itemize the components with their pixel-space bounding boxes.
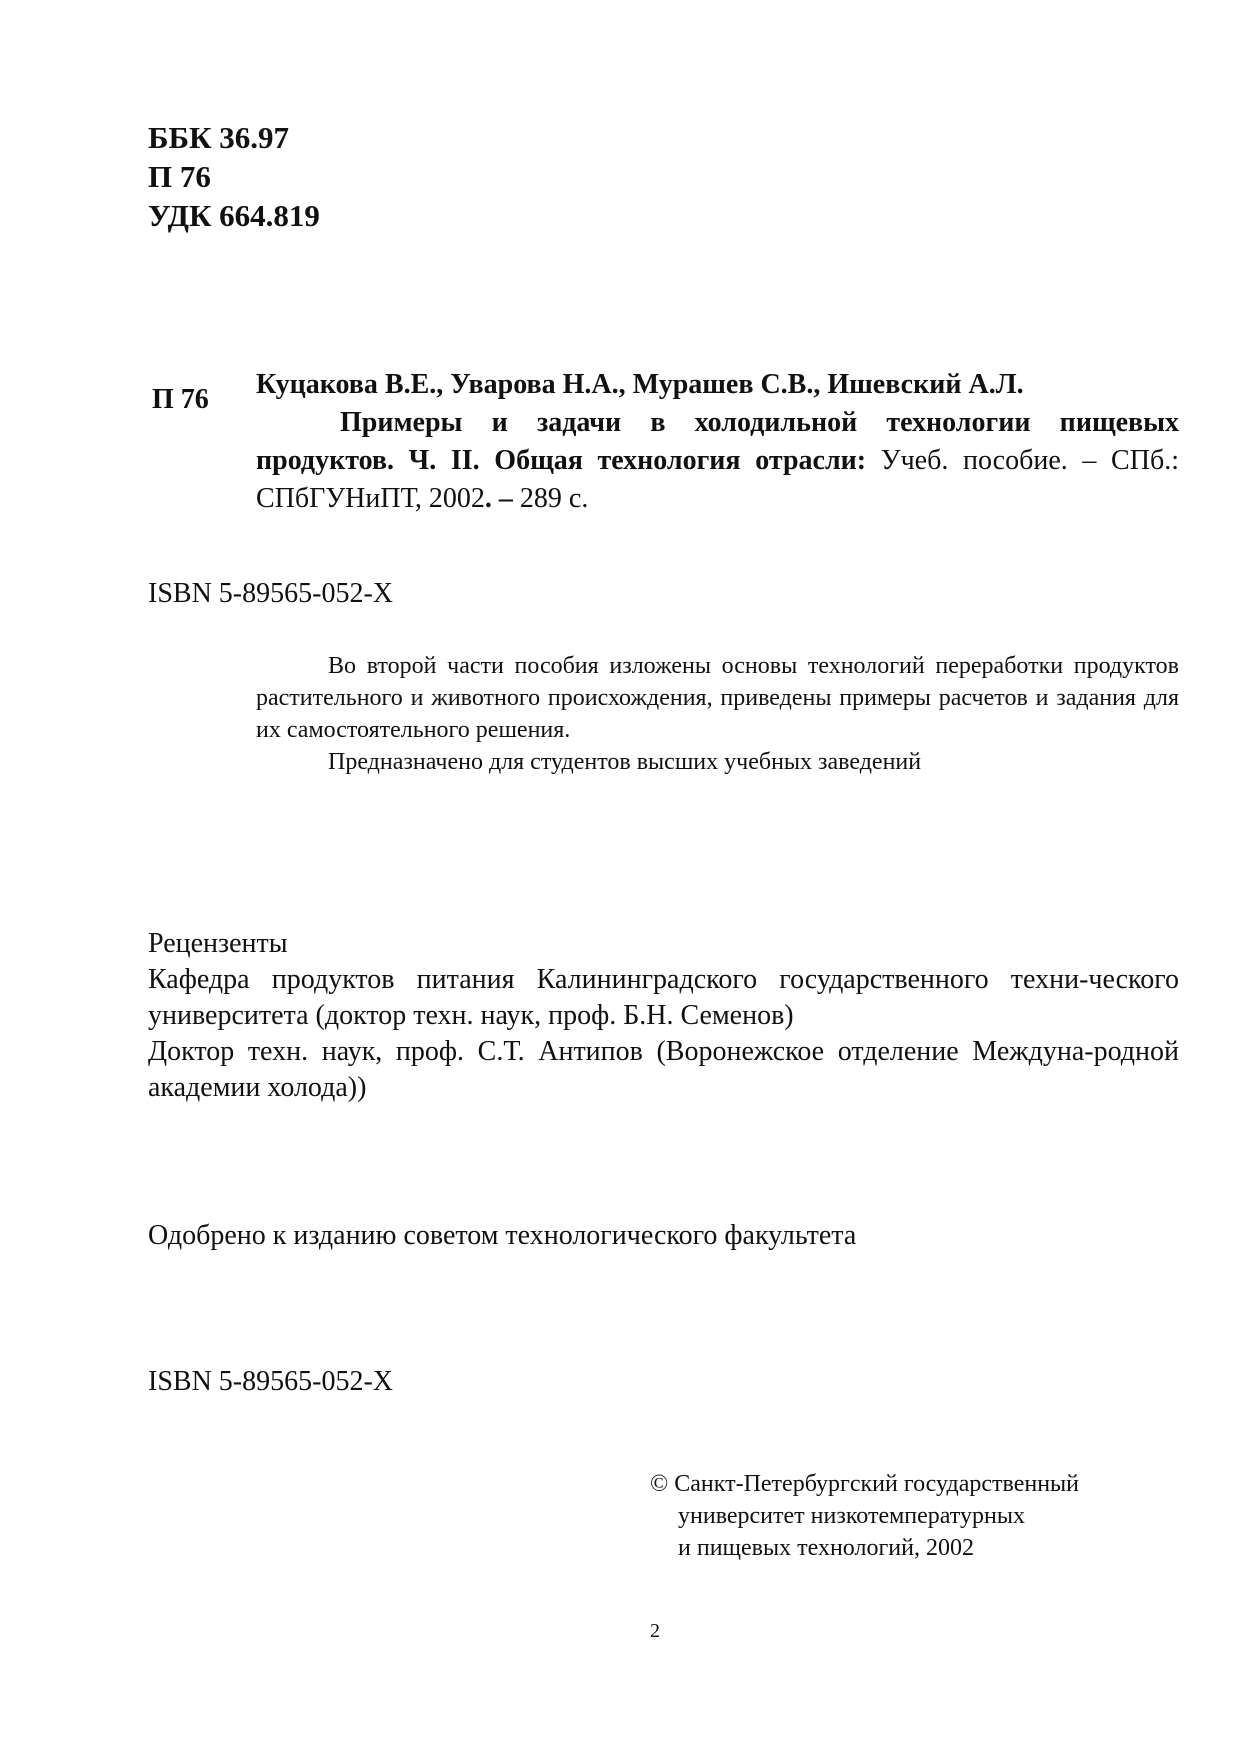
reviewer-2: Доктор техн. наук, проф. С.Т. Антипов (Воронежское отделение Междуна-родной академии холода)) [148,1036,1179,1103]
copyright-line-2: университет низкотемпературных [678,1503,1025,1529]
abstract [256,650,1179,778]
abstract-audience: Предназначено для студентов высших учебных заведений [328,749,922,775]
record-description [256,404,1179,518]
isbn-top: ISBN 5-89565-052-X [148,578,393,609]
page-number: 2 [650,1620,660,1642]
record-publication: Учеб. пособие. – СПб.: СПбГУНиПТ, 2002 [256,445,1179,514]
classification-codes [148,118,320,235]
bibliographic-record [256,366,1179,518]
approval-note: Одобрено к изданию советом технологического факультета [148,1220,857,1251]
reviewer-1: Кафедра продуктов питания Калининградского государственного техни-ческого университета (доктор техн. наук, проф. Б.Н. Семенов) [148,964,1179,1031]
copyright-line-3: и пищевых технологий, 2002 [678,1535,974,1561]
copyright-line-1: © Санкт-Петербургский государственный [650,1471,1079,1497]
udk-code: УДК 664.819 [148,198,320,233]
catalog-code: П 76 [148,159,211,194]
record-pages-separator: . – [484,483,513,514]
copyright-notice [650,1468,1079,1564]
reviewers-section [148,926,1179,1106]
record-title: Примеры и задачи в холодильной технологии пищевых продуктов. Ч. II. Общая технология отрасли: [256,407,1179,476]
record-catalog-code: П 76 [152,384,209,415]
record-pages: 289 с. [512,483,589,514]
abstract-paragraph: Во второй части пособия изложены основы технологий переработки продуктов растительного и животного происхождения, приведены примеры расчетов и задания для их самостоятельного решения. [256,653,1179,743]
record-authors: Куцакова В.Е., Уварова Н.А., Мурашев С.В., Ишевский А.Л. [256,369,1024,400]
reviewers-heading: Рецензенты [148,928,288,959]
bbk-code: ББК 36.97 [148,120,289,155]
isbn-bottom: ISBN 5-89565-052-X [148,1366,393,1397]
